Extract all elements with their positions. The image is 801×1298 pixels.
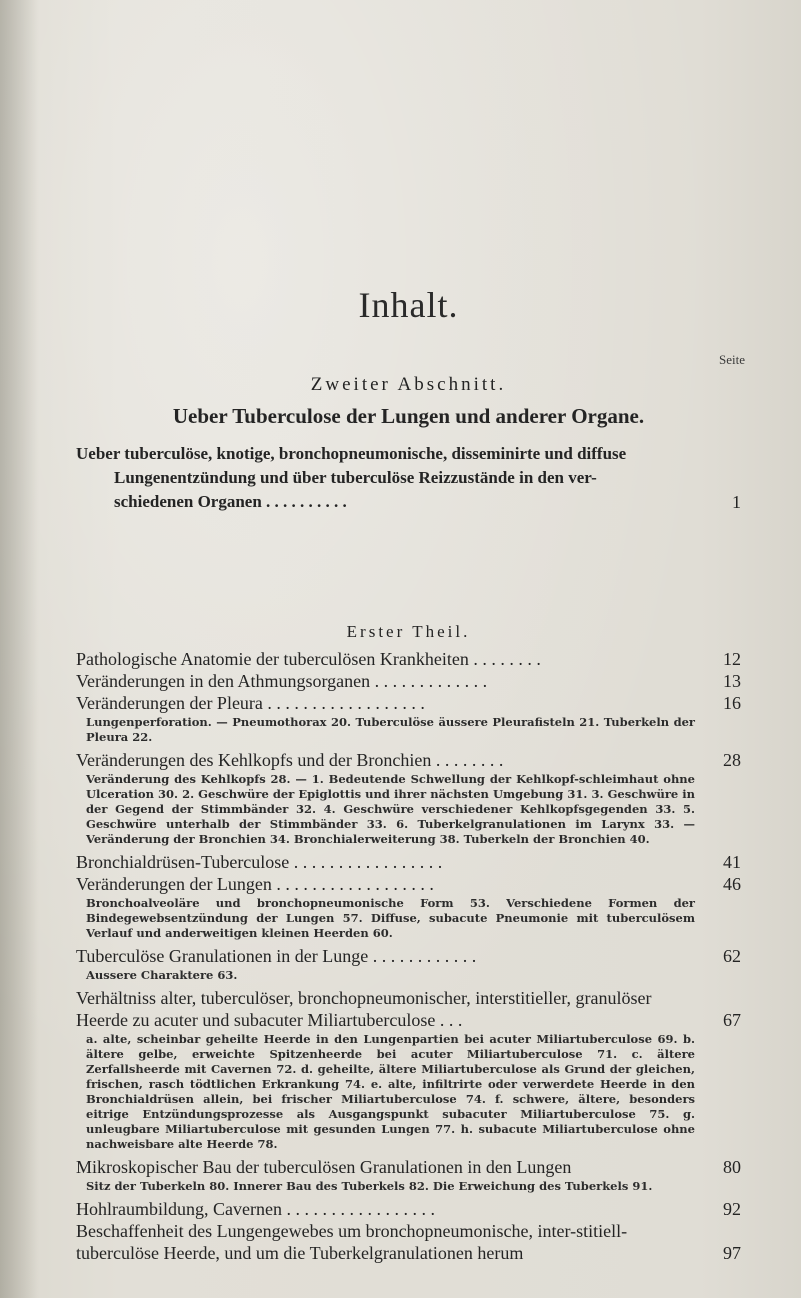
binding-shadow xyxy=(0,0,38,1298)
toc-entry-subtopics: Aussere Charaktere 63. xyxy=(86,968,238,982)
toc-entry-page: 13 xyxy=(723,671,741,691)
toc-entry-title: Beschaffenheit des Lungengewebes um bronchopneumonische, inter-stitiell-tuberculöse Heerde, und um die Tuberkelgranulationen herum xyxy=(76,1221,628,1263)
page-title: Inhalt. xyxy=(358,285,459,325)
toc-entry-page: 80 xyxy=(723,1157,741,1177)
toc-list xyxy=(76,648,741,1264)
toc-entry-page: 62 xyxy=(723,946,741,966)
toc-entry-page: 28 xyxy=(723,750,741,770)
toc-entry-subtopics: Veränderung des Kehlkopfs 28. — 1. Bedeutende Schwellung der Kehlkopf-schleimhaut ohne Ulceration 30. 2. Geschwüre der Epiglottis und ihrer nächsten Umgebung 31. 3. Geschwüre in der Gegend der Stimmbänder 32. 4. Geschwüre verschiedener Kehlkopfsgegenden 33. 5. Geschwüre unterhalb der Stimmbänder 33. 6. Tuberkelgranulationen im Larynx 33. — Veränderung der Bronchien 34. Bronchialerweiterung 38. Tuberkeln der Bronchien 40. xyxy=(86,772,695,846)
toc-entry-page: 12 xyxy=(723,649,741,669)
toc-entry-title: Hohlraumbildung, Cavernen . . . . . . . . . . . . . . . . . xyxy=(76,1199,435,1219)
toc-entry xyxy=(76,692,741,714)
toc-entry-page: 46 xyxy=(723,874,741,894)
section-heading: Zweiter Abschnitt. xyxy=(310,374,507,395)
toc-entry-page: 92 xyxy=(723,1199,741,1219)
intro-line: Ueber tuberculöse, knotige, bronchopneumonische, disseminirte und diffuse xyxy=(76,444,627,463)
toc-entry-page: 67 xyxy=(723,1010,741,1030)
intro-line-text: schiedenen Organen . . . . . . . . . . xyxy=(114,492,347,511)
toc-entry-page: 97 xyxy=(723,1243,741,1263)
toc-entry-page: 16 xyxy=(723,693,741,713)
intro-page-number: 1 xyxy=(732,492,741,512)
toc-entry xyxy=(76,945,741,967)
toc-entry-title: Bronchialdrüsen-Tuberculose . . . . . . . . . . . . . . . . . xyxy=(76,852,443,872)
toc-entry xyxy=(76,851,741,873)
toc-entry xyxy=(76,648,741,670)
toc-entry-page: 41 xyxy=(723,852,741,872)
toc-entry xyxy=(76,1198,741,1220)
toc-entry xyxy=(76,1220,741,1264)
toc-entry-title: Veränderungen des Kehlkopfs und der Bronchien . . . . . . . . xyxy=(76,750,504,770)
toc-entry-subtopics: Lungenperforation. — Pneumothorax 20. Tuberculöse äussere Pleurafisteln 21. Tuberkeln der Pleura 22. xyxy=(86,715,695,744)
page-column-label: Seite xyxy=(719,352,745,367)
toc-entry xyxy=(76,670,741,692)
intro-line xyxy=(76,490,741,514)
part-heading: Erster Theil. xyxy=(346,622,471,641)
intro-entry xyxy=(76,442,741,514)
section-subtitle: Ueber Tuberculose der Lungen und anderer Organe. xyxy=(172,404,645,428)
toc-entry-title: Tuberculöse Granulationen in der Lunge . . . . . . . . . . . . xyxy=(76,946,477,966)
toc-entry xyxy=(76,987,741,1031)
intro-line: Lungenentzündung und über tuberculöse Reizzustände in den ver- xyxy=(114,468,597,487)
contents-page xyxy=(76,0,745,1298)
toc-entry xyxy=(76,749,741,771)
toc-entry-subtopics: a. alte, scheinbar geheilte Heerde in den Lungenpartien bei acuter Miliartuberculose 69. b. ältere gelbe, erweichte Spitzenheerde bei acuter Miliartuberculose 71. c. ältere Zerfallsheerde mit Cavernen 72. d. geheilte, ältere Miliartuberculose als Grund der gleichen, frischen, rasch tödtlichen Erkrankung 74. e. alte, infiltrirte oder verwerdete Heerde in den Bronchialdrüsen allein, bei frischer Miliartuberculose 74. f. schwere, ältere, besonders eitrige Entzündungsprozesse als Ausgangspunkt subacuter Miliartuberculose 75. g. unleugbare Miliartuberculose mit gesunden Lungen 77. h. subacute Miliartuberculose ohne nachweisbare alte Heerde 78. xyxy=(86,1032,695,1151)
toc-entry xyxy=(76,1156,741,1178)
toc-entry-title: Veränderungen der Pleura . . . . . . . . . . . . . . . . . . xyxy=(76,693,425,713)
toc-entry-title: Verhältniss alter, tuberculöser, bronchopneumonischer, interstitieller, granulöser Heerde zu acuter und subacuter Miliartuberculose . . . xyxy=(76,988,652,1030)
toc-entry xyxy=(76,873,741,895)
toc-entry-title: Pathologische Anatomie der tuberculösen Krankheiten . . . . . . . . xyxy=(76,649,541,669)
toc-entry-subtopics: Bronchoalveoläre und bronchopneumonische Form 53. Verschiedene Formen der Bindegewebsentzündung der Lungen 57. Diffuse, subacute Pneumonie mit tuberculösem Verlauf und anderweitigen kleinen Heerden 60. xyxy=(86,896,695,940)
toc-entry-subtopics: Sitz der Tuberkeln 80. Innerer Bau des Tuberkels 82. Die Erweichung des Tuberkels 91. xyxy=(86,1179,653,1193)
toc-entry-title: Veränderungen in den Athmungsorganen . . . . . . . . . . . . . xyxy=(76,671,488,691)
toc-entry-title: Veränderungen der Lungen . . . . . . . . . . . . . . . . . . xyxy=(76,874,434,894)
toc-entry-title: Mikroskopischer Bau der tuberculösen Granulationen in den Lungen xyxy=(76,1157,572,1177)
